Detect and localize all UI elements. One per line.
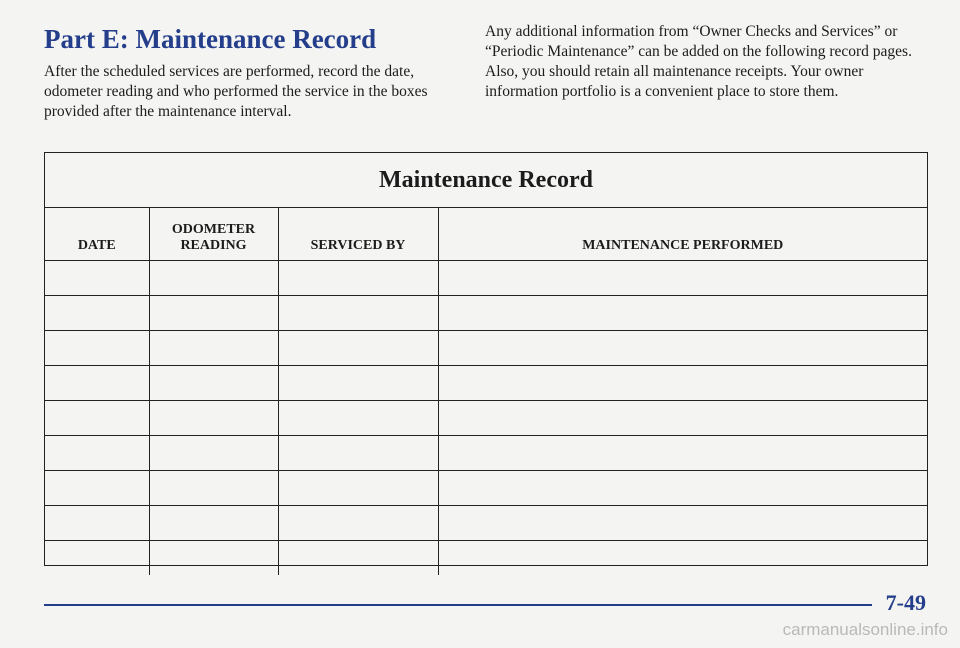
odometer-cell <box>149 296 278 331</box>
column-header-maintenance-performed: MAINTENANCE PERFORMED <box>438 208 927 261</box>
table-row <box>45 541 927 576</box>
maintenance-performed-cell <box>438 331 927 366</box>
footer-rule <box>44 604 872 606</box>
watermark: carmanualsonline.info <box>782 620 948 639</box>
maintenance-performed-cell <box>438 471 927 506</box>
maintenance-record-table <box>45 208 927 575</box>
date-cell <box>45 331 149 366</box>
maintenance-record-box <box>44 152 928 566</box>
column-header-serviced-by: SERVICED BY <box>278 208 438 261</box>
maintenance-performed-cell <box>438 366 927 401</box>
table-row <box>45 401 927 436</box>
table-row <box>45 296 927 331</box>
column-header-date: DATE <box>45 208 149 261</box>
maintenance-performed-cell <box>438 296 927 331</box>
column-header-odometer: ODOMETER READING <box>149 208 278 261</box>
table-row <box>45 366 927 401</box>
table-row <box>45 506 927 541</box>
date-cell <box>45 436 149 471</box>
table-row <box>45 436 927 471</box>
odometer-cell <box>149 331 278 366</box>
table-row <box>45 471 927 506</box>
table-row <box>45 261 927 296</box>
odometer-cell <box>149 471 278 506</box>
date-cell <box>45 401 149 436</box>
odometer-cell <box>149 506 278 541</box>
odometer-cell <box>149 436 278 471</box>
odometer-cell <box>149 401 278 436</box>
maintenance-performed-cell <box>438 541 927 576</box>
serviced-by-cell <box>278 401 438 436</box>
serviced-by-cell <box>278 541 438 576</box>
date-cell <box>45 471 149 506</box>
date-cell <box>45 366 149 401</box>
date-cell <box>45 296 149 331</box>
odometer-cell <box>149 366 278 401</box>
date-cell <box>45 261 149 296</box>
page-heading: Part E: Maintenance Record <box>44 24 377 54</box>
serviced-by-cell <box>278 471 438 506</box>
serviced-by-cell <box>278 366 438 401</box>
maintenance-performed-cell <box>438 436 927 471</box>
date-cell <box>45 506 149 541</box>
additional-info-paragraph: Any additional information from “Owner Checks and Services” or “Periodic Maintenance” can be added on the following record pages. Also, you should retain all maintenance receipts. Your owner information portfolio is a convenient place to store them. <box>485 23 912 100</box>
serviced-by-cell <box>278 506 438 541</box>
maintenance-performed-cell <box>438 261 927 296</box>
table-row <box>45 331 927 366</box>
intro-paragraph: After the scheduled services are performed, record the date, odometer reading and who performed the service in the boxes provided after the maintenance interval. <box>44 63 428 120</box>
date-cell <box>45 541 149 576</box>
maintenance-performed-cell <box>438 401 927 436</box>
odometer-cell <box>149 261 278 296</box>
record-rows <box>45 261 927 576</box>
page-number: 7-49 <box>885 590 926 615</box>
odometer-cell <box>149 541 278 576</box>
serviced-by-cell <box>278 436 438 471</box>
maintenance-performed-cell <box>438 506 927 541</box>
maintenance-record-title: Maintenance Record <box>45 153 927 208</box>
table-header-row <box>45 208 927 261</box>
serviced-by-cell <box>278 296 438 331</box>
serviced-by-cell <box>278 261 438 296</box>
serviced-by-cell <box>278 331 438 366</box>
